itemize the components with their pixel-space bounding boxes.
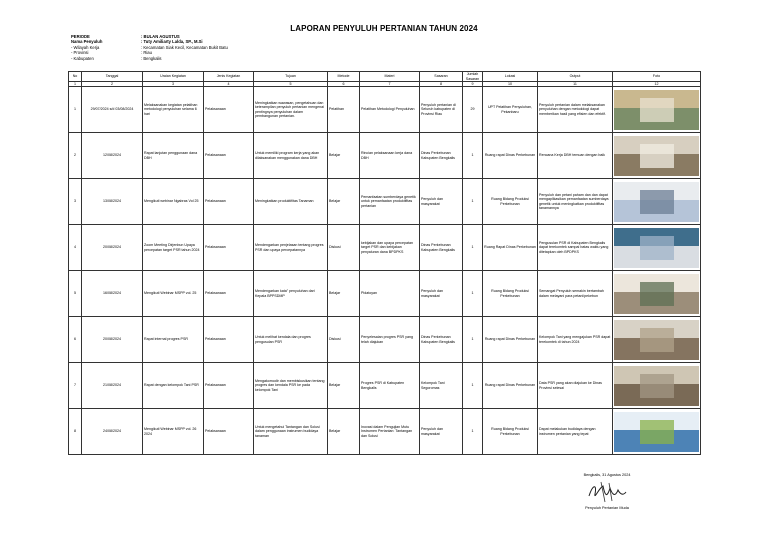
- row-activity: Rapat dengan kelompok Tani PSR: [143, 363, 204, 409]
- report-meta: [71, 34, 228, 61]
- row-target-count: 29: [463, 87, 483, 133]
- row-material: kebijakan dan upaya percepatan target PSR dan kebijakan penyaluran dana BPDPKS: [360, 225, 420, 271]
- handwritten-signature: [585, 480, 629, 504]
- row-target-count: 1: [463, 363, 483, 409]
- row-activity: Rapat internal progres PSR: [143, 317, 204, 363]
- row-output: Penyuluh dan petani paham dan dan dapat mengaplikasikan pemanfaatan sumberdaya genetik untuk meningkatkan produktifitas tanamannya: [538, 179, 613, 225]
- row-target: Penyuluh pertanian di Seluruh kabupaten di Provinsi Riau: [420, 87, 463, 133]
- photo-region-center: [640, 144, 674, 168]
- row-photo-cell: [613, 87, 701, 133]
- row-type: Pelaksanaan: [204, 179, 254, 225]
- row-type: Pelaksanaan: [204, 87, 254, 133]
- meta-value: : Riau: [141, 50, 152, 56]
- row-method: Pelatihan: [328, 87, 360, 133]
- column-number: 5: [254, 82, 328, 87]
- column-number: 10: [483, 82, 538, 87]
- row-photo-cell: [613, 179, 701, 225]
- row-location: Ruang Rapat Dinas Perkebunan: [483, 225, 538, 271]
- photo-region-center: [640, 98, 674, 122]
- row-target: Kelompok Tani Segoromas: [420, 363, 463, 409]
- row-activity: Zoom Meeting Dirjenbun Upaya percepatan target PSR tahun 2024: [143, 225, 204, 271]
- table-row: [69, 317, 701, 363]
- row-method: Belajar: [328, 409, 360, 455]
- row-type: Pelaksanaan: [204, 317, 254, 363]
- activity-photo: [614, 274, 699, 314]
- column-header: Uraian Kegiatan: [143, 72, 204, 82]
- row-date: 13/08/2024: [82, 179, 143, 225]
- row-location: Ruang rapat Dinas Perkebunan: [483, 363, 538, 409]
- table-row: [69, 179, 701, 225]
- table-row: [69, 87, 701, 133]
- activity-photo: [614, 228, 699, 268]
- row-number: 6: [69, 317, 82, 363]
- row-output: Semangat Penyuluh semakin bertambah dalam melayani para petani/pekebun: [538, 271, 613, 317]
- row-output: Kelompok Tani yang mengajukan PSR dapat terekomtek di tahun 2024: [538, 317, 613, 363]
- meta-key: - Kabupaten: [71, 55, 94, 61]
- column-header: Materi: [360, 72, 420, 82]
- row-method: Belajar: [328, 271, 360, 317]
- row-location: Ruang Bidang Produksi Perkebunan: [483, 179, 538, 225]
- row-number: 7: [69, 363, 82, 409]
- row-photo-cell: [613, 409, 701, 455]
- row-location: UPT Pelatihan Penyuluhan, Pekanbaru: [483, 87, 538, 133]
- activity-photo: [614, 182, 699, 222]
- row-date: 24/08/2024: [82, 409, 143, 455]
- row-type: Pelaksanaan: [204, 409, 254, 455]
- row-target-count: 1: [463, 271, 483, 317]
- row-number: 5: [69, 271, 82, 317]
- row-target: Penyuluh dan masyarakat: [420, 271, 463, 317]
- row-purpose: Untuk mengetahui Tantangan dan Solusi dalam penggunaan instrumen budidaya tanaman: [254, 409, 328, 455]
- table-row: [69, 225, 701, 271]
- row-location: Ruang Bidang Produksi Perkebunan: [483, 271, 538, 317]
- table-row: [69, 363, 701, 409]
- row-type: Pelaksanaan: [204, 363, 254, 409]
- signature-place-date: Bengkalis, 31 Agustus 2024: [583, 473, 631, 477]
- row-photo-cell: [613, 271, 701, 317]
- row-activity: Mengikuti Webinar MSPP vol. 26 2024: [143, 409, 204, 455]
- row-purpose: Mengakomodir dan membiskusikan tentang progres dan kendala PSR ke pada kelompok Tani: [254, 363, 328, 409]
- row-material: Progres PSR di Kabupaten Bengkalis: [360, 363, 420, 409]
- row-activity: Melaksanakan kegiatan pelatihan metodologi penyuluhan selama 6 hari: [143, 87, 204, 133]
- table-row: [69, 271, 701, 317]
- photo-region-center: [640, 236, 674, 260]
- meta-value: : Kecamatan Siak Kecil, Kecamatan Bukit Batu: [141, 44, 228, 50]
- meta-value: : Bengkalis: [141, 55, 162, 61]
- column-header: Tujuan: [254, 72, 328, 82]
- column-header: Sasaran: [420, 72, 463, 82]
- row-output: Pengusulan PSR di Kabupaten Bengkalis dapat terekomtek sampai batas waktu yang ditetapkan oleh BPDPKS: [538, 225, 613, 271]
- row-purpose: Mendengarkan kata" penyuluhan dari Kepala BPPSDMP: [254, 271, 328, 317]
- table-row: [69, 133, 701, 179]
- table-header-row: [69, 72, 701, 82]
- row-photo-cell: [613, 363, 701, 409]
- row-location: Ruang rapat Dinas Perkebunan: [483, 317, 538, 363]
- row-purpose: Untuk memiliki program kerja yang akan dilaksanakan menggunakan dana DBH: [254, 133, 328, 179]
- row-method: Belajar: [328, 179, 360, 225]
- row-photo-cell: [613, 133, 701, 179]
- row-target: Penyuluh dan masyarakat: [420, 179, 463, 225]
- row-material: Pemanfaatan sumberdaya genetik untuk pemanfaatan produktifitas pertanian: [360, 179, 420, 225]
- photo-region-center: [640, 190, 674, 214]
- row-purpose: Mendengarkan penjelasan tentang progres PSR dan upaya percepatannya: [254, 225, 328, 271]
- photo-region-center: [640, 374, 674, 398]
- row-location: Ruang Bidang Produksi Perkebunan: [483, 409, 538, 455]
- row-number: 4: [69, 225, 82, 271]
- row-material: Pidatoyan: [360, 271, 420, 317]
- row-method: Belajar: [328, 363, 360, 409]
- column-number: 4: [204, 82, 254, 87]
- column-header: Output: [538, 72, 613, 82]
- column-header: Foto: [613, 72, 701, 82]
- row-target-count: 1: [463, 133, 483, 179]
- row-date: 16/08/2024: [82, 271, 143, 317]
- row-target: Dinas Perkebunan Kabupaten Bengkalis: [420, 317, 463, 363]
- row-date: 21/08/2024: [82, 363, 143, 409]
- photo-region-center: [640, 282, 674, 306]
- activity-photo: [614, 320, 699, 360]
- meta-key: PERIODE: [71, 34, 90, 39]
- row-output: Rencana Kerja DBH temuan dengan baik: [538, 133, 613, 179]
- row-date: 20/08/2024: [82, 317, 143, 363]
- row-output: Penyuluh pertanian dalam melaksanakan penyuluhan dengan metodologi dapat memberikan hasil yang efisien dan efektif.: [538, 87, 613, 133]
- column-header: Metode: [328, 72, 360, 82]
- meta-row: [71, 56, 228, 61]
- meta-value: : Tuty Amiliarty Lalda, SP., M.Si: [141, 39, 203, 45]
- meta-key: - Wilayah Kerja: [71, 44, 100, 50]
- row-date: 12/08/2024: [82, 133, 143, 179]
- column-number: 11: [538, 82, 613, 87]
- activity-photo: [614, 90, 699, 130]
- column-number: 6: [328, 82, 360, 87]
- row-material: Rincian pelaksanaan kerja dana DBH: [360, 133, 420, 179]
- row-number: 3: [69, 179, 82, 225]
- row-target-count: 1: [463, 225, 483, 271]
- meta-key: - Provinsi: [71, 50, 89, 56]
- column-header: Lokasi: [483, 72, 538, 82]
- row-type: Pelaksanaan: [204, 225, 254, 271]
- column-header: Jenis Kegiatan: [204, 72, 254, 82]
- row-target-count: 1: [463, 409, 483, 455]
- row-target-count: 1: [463, 317, 483, 363]
- row-location: Ruang rapat Dinas Perkebunan: [483, 133, 538, 179]
- column-number: 9: [463, 82, 483, 87]
- row-output: Dapat melakukan budidaya dengan instrumen pertanian yang tepat: [538, 409, 613, 455]
- meta-key: Nama Penyuluh: [71, 39, 103, 45]
- photo-region-center: [640, 328, 674, 352]
- row-type: Pelaksanaan: [204, 133, 254, 179]
- row-activity: Mengikuti webinar Ngabras Vol 25: [143, 179, 204, 225]
- column-number: 3: [143, 82, 204, 87]
- row-target: Penyuluh dan masyarakat: [420, 409, 463, 455]
- row-target: Dinas Perkebunan Kabupaten Bengkalis: [420, 133, 463, 179]
- row-date: 29/07/2024 s/d 03/08/2024: [82, 87, 143, 133]
- row-number: 8: [69, 409, 82, 455]
- meta-value: : BULAN AGUSTUS: [141, 34, 180, 39]
- activity-photo: [614, 366, 699, 406]
- report-table: [68, 71, 701, 455]
- row-method: Belajar: [328, 133, 360, 179]
- column-number: 1: [69, 82, 82, 87]
- row-date: 20/08/2024: [82, 225, 143, 271]
- row-material: Pelatihan Metodologi Penyuluhan: [360, 87, 420, 133]
- row-photo-cell: [613, 225, 701, 271]
- column-number: 2: [82, 82, 143, 87]
- row-target-count: 1: [463, 179, 483, 225]
- signature-block: [552, 473, 662, 510]
- row-purpose: Meningkatkan wawasan, pengetahuan dan keterampilan penyuluh pertanian mengenai pentingnya penyuluhan dalam pembangunan pertanian.: [254, 87, 328, 133]
- column-header: Jumlah Sasaran: [463, 72, 483, 82]
- row-purpose: Meningkatkan produktifitas Tanaman: [254, 179, 328, 225]
- column-number: 7: [360, 82, 420, 87]
- column-number: 8: [420, 82, 463, 87]
- activity-photo: [614, 136, 699, 176]
- activity-photo: [614, 412, 699, 452]
- row-number: 2: [69, 133, 82, 179]
- row-material: Penyelesaian progres PSR yang telah diajukan: [360, 317, 420, 363]
- column-header: Tanggal: [82, 72, 143, 82]
- photo-region-center: [640, 420, 674, 444]
- row-activity: Mengikuti Webinar MSPP vol. 25: [143, 271, 204, 317]
- signature-role: Penyuluh Pertanian Muda: [585, 506, 629, 510]
- row-number: 1: [69, 87, 82, 133]
- report-title: LAPORAN PENYULUH PERTANIAN TAHUN 2024: [290, 24, 478, 33]
- column-header: No: [69, 72, 82, 82]
- row-target: Dinas Perkebunan Kabupaten Bengkalis: [420, 225, 463, 271]
- row-activity: Rapat lanjutan penggunaan dana DBH: [143, 133, 204, 179]
- column-number: 12: [613, 82, 701, 87]
- row-method: Diskusi: [328, 317, 360, 363]
- row-purpose: Untuk melihat kendala dan progres pengusulan PSR: [254, 317, 328, 363]
- row-method: Diskusi: [328, 225, 360, 271]
- row-output: Data PSR yang akan diajukan ke Dinas Provinsi selesai: [538, 363, 613, 409]
- row-type: Pelaksanaan: [204, 271, 254, 317]
- row-material: Inovasi dalam Pengujian Mutu Instrumen Pertanian: Tantangan dan Solusi: [360, 409, 420, 455]
- table-row: [69, 409, 701, 455]
- row-photo-cell: [613, 317, 701, 363]
